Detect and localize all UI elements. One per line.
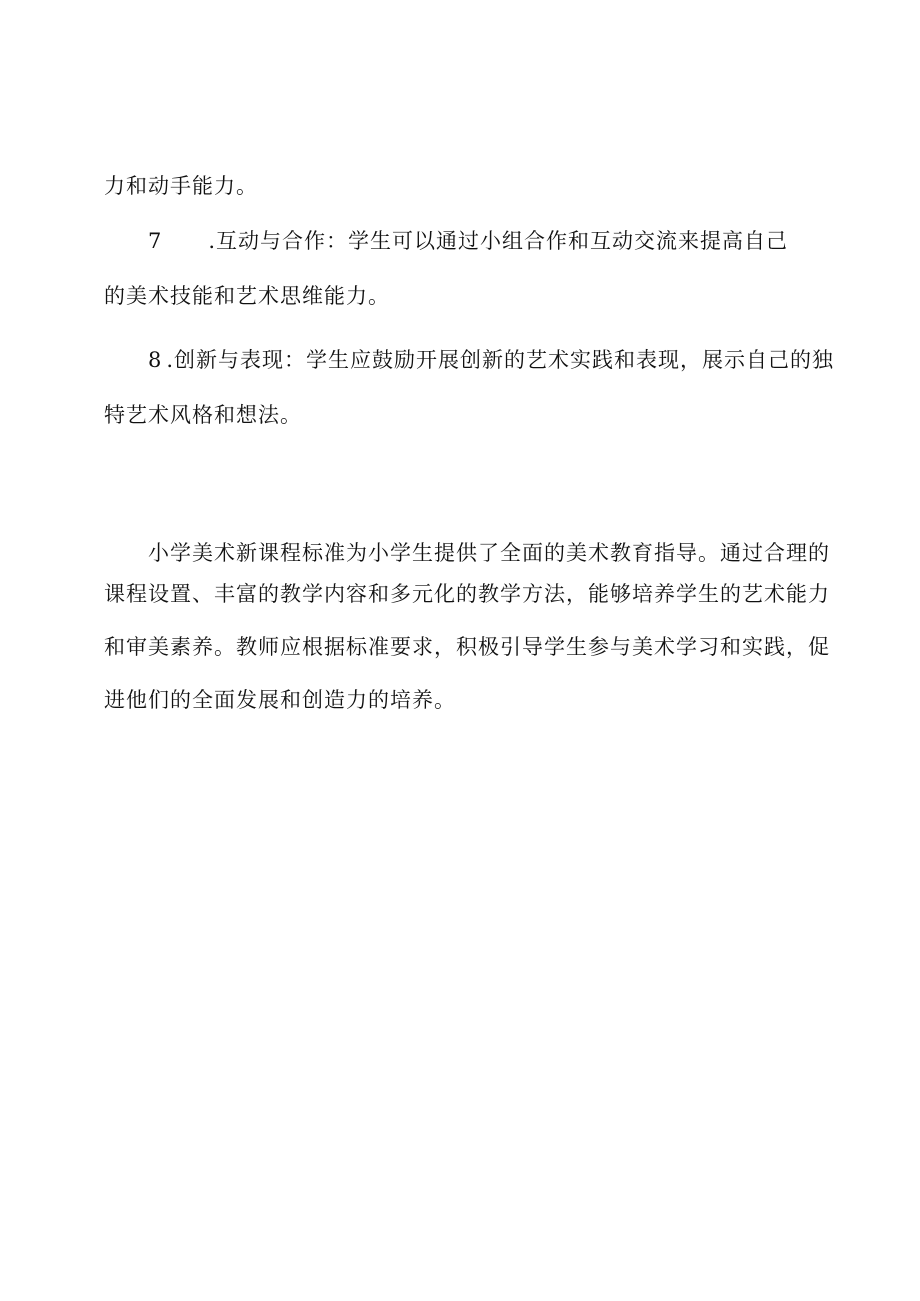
list-item-8-line-2: 特艺术风格和想法。 bbox=[104, 403, 302, 427]
list-item-7-text: .互动与合作：学生可以通过小组合作和互动交流来提高自己 bbox=[208, 229, 789, 253]
conclusion-line-1: 小学美术新课程标准为小学生提供了全面的美术教育指导。通过合理的 bbox=[148, 541, 830, 565]
list-item-7-line-1 bbox=[148, 227, 788, 255]
list-item-8-line-1 bbox=[148, 346, 834, 374]
continuation-line: 力和动手能力。 bbox=[104, 174, 258, 198]
conclusion-line-3: 和审美素养。教师应根据标准要求，积极引导学生参与美术学习和实践，促 bbox=[104, 635, 830, 659]
list-item-8-number: 8 bbox=[148, 348, 163, 372]
list-item-7-line-2: 的美术技能和艺术思维能力。 bbox=[104, 284, 390, 308]
list-item-8-text: .创新与表现：学生应鼓励开展创新的艺术实践和表现，展示自己的独 bbox=[166, 348, 835, 372]
conclusion-line-2: 课程设置、丰富的教学内容和多元化的教学方法，能够培养学生的艺术能力 bbox=[104, 582, 830, 606]
conclusion-line-4: 进他们的全面发展和创造力的培养。 bbox=[104, 688, 456, 712]
list-item-7-number: 7 bbox=[148, 229, 163, 253]
